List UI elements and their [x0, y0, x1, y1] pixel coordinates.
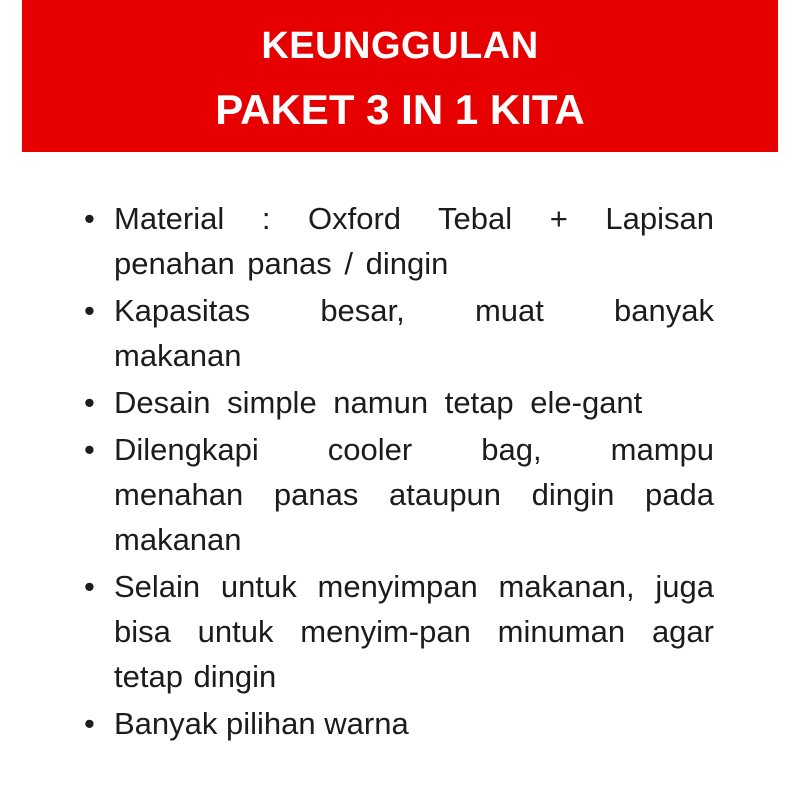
bullet-icon: • [84, 569, 95, 604]
feature-item-text: Kapasitas besar, muat banyak makanan [114, 293, 714, 373]
bullet-icon: • [84, 293, 95, 328]
feature-item-text: Banyak pilihan warna [114, 706, 409, 741]
feature-item-text: Material : Oxford Tebal + Lapisan penahan panas / dingin [114, 201, 714, 281]
feature-item-design [84, 380, 714, 425]
feature-item-cooler-bag [84, 427, 714, 562]
feature-item-colors [84, 701, 714, 746]
banner-title-line-1: KEUNGGULAN [261, 25, 539, 67]
banner-title-line-2: PAKET 3 IN 1 KITA [215, 86, 585, 133]
bullet-icon: • [84, 201, 95, 236]
feature-item-storage [84, 564, 714, 699]
bullet-icon: • [84, 706, 95, 741]
bullet-icon: • [84, 432, 95, 467]
feature-item-text: Desain simple namun tetap ele-gant [114, 385, 643, 420]
feature-item-material [84, 196, 714, 286]
feature-item-capacity [84, 288, 714, 378]
header-banner [22, 0, 778, 152]
feature-item-text: Selain untuk menyimpan makanan, juga bisa untuk menyim-pan minuman agar tetap dingin [114, 569, 714, 694]
feature-item-text: Dilengkapi cooler bag, mampu menahan panas ataupun dingin pada makanan [114, 432, 714, 557]
bullet-icon: • [84, 385, 95, 420]
feature-list [84, 196, 714, 746]
